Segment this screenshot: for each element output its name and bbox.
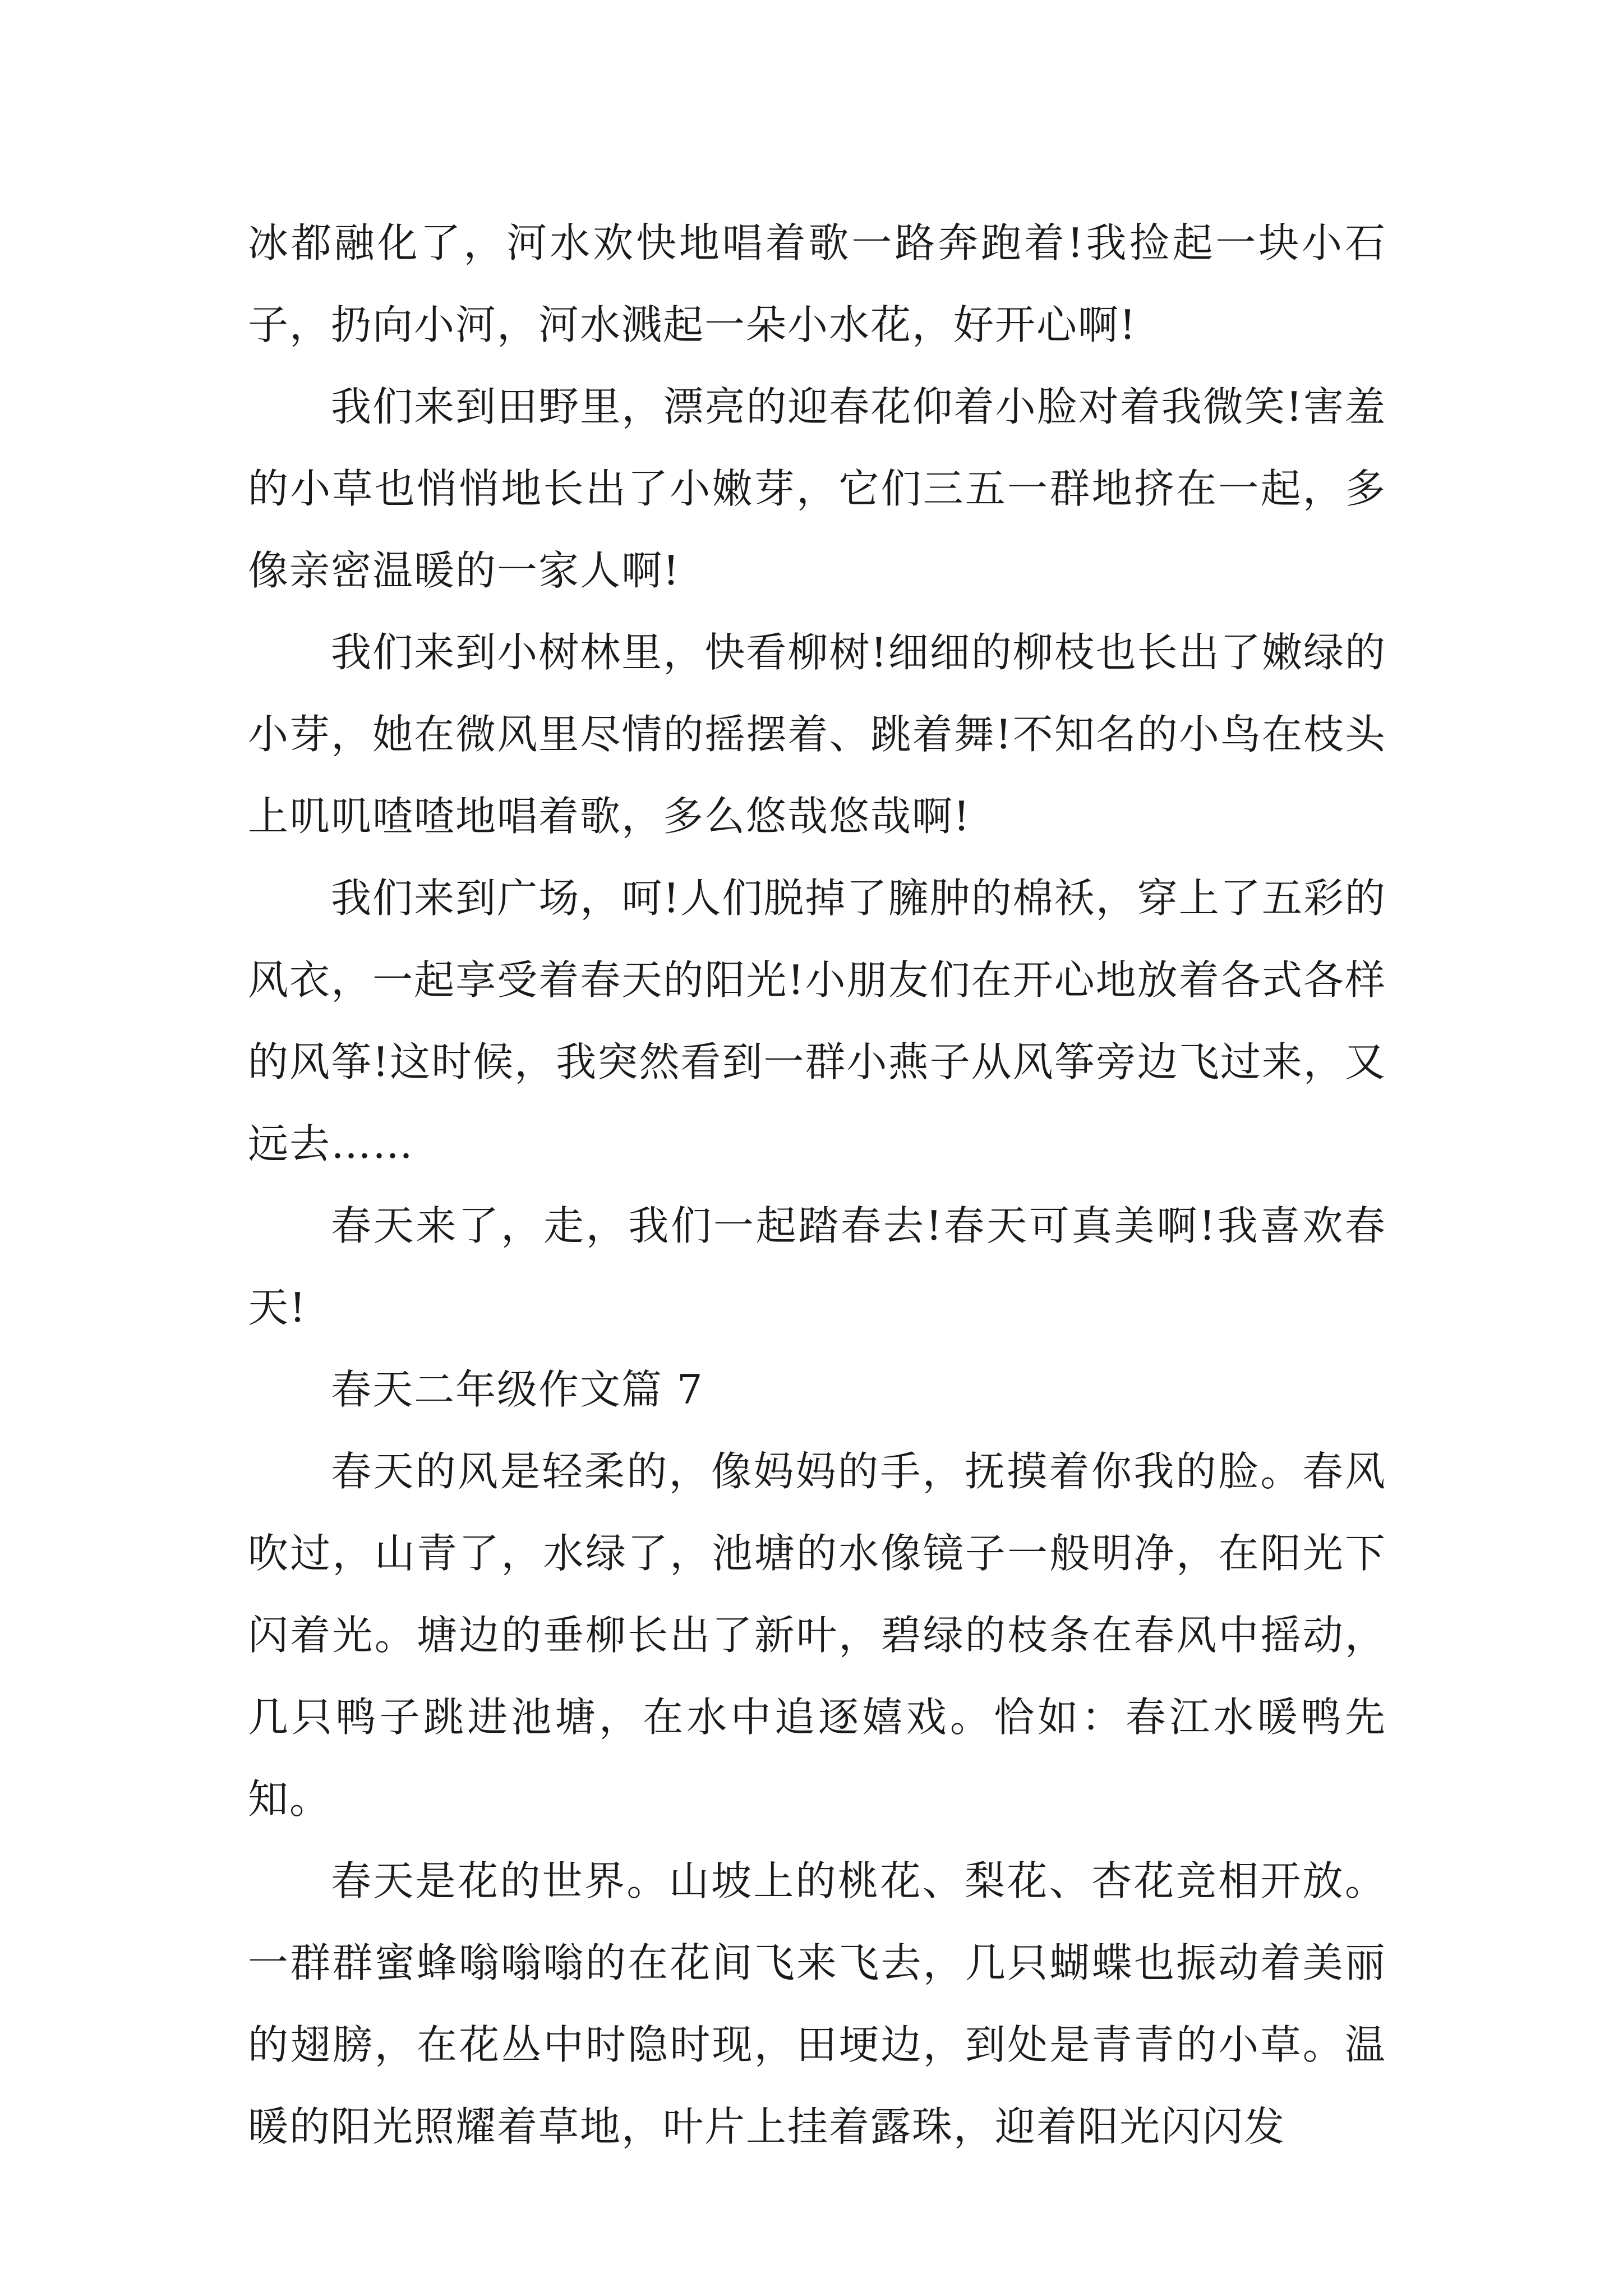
- paragraph-woods: 我们来到小树林里，快看柳树!细细的柳枝也长出了嫩绿的小芽，她在微风里尽情的摇摆着、跳着舞!不知名的小鸟在枝头上叽叽喳喳地唱着歌，多么悠哉悠哉啊!: [248, 629, 1386, 840]
- article-body: [248, 202, 1386, 2168]
- paragraph-conclusion: 春天来了，走，我们一起踏春去!春天可真美啊!我喜欢春天!: [248, 1202, 1386, 1331]
- essay-heading: 春天二年级作文篇 7: [331, 1366, 704, 1413]
- paragraph-continued: 冰都融化了，河水欢快地唱着歌一路奔跑着!我捡起一块小石子，扔向小河，河水溅起一朵小水花，好开心啊!: [248, 219, 1386, 348]
- paragraph-field: 我们来到田野里，漂亮的迎春花仰着小脸对着我微笑!害羞的小草也悄悄地长出了小嫩芽，它们三五一群地挤在一起，多像亲密温暖的一家人啊!: [248, 383, 1386, 594]
- paragraph-square: 我们来到广场，呵!人们脱掉了臃肿的棉袄，穿上了五彩的风衣，一起享受着春天的阳光!小朋友们在开心地放着各式各样的风筝!这时候，我突然看到一群小燕子从风筝旁边飞过来，又远去……: [248, 875, 1386, 1167]
- paragraph-flowers: 春天是花的世界。山坡上的桃花、梨花、杏花竞相开放。一群群蜜蜂嗡嗡嗡的在花间飞来飞去，几只蝴蝶也振动着美丽的翅膀，在花丛中时隐时现，田埂边，到处是青青的小草。温暖的阳光照耀着草地，叶片上挂着露珠，迎着阳光闪闪发: [248, 1857, 1386, 2150]
- paragraph-spring-wind: 春天的风是轻柔的，像妈妈的手，抚摸着你我的脸。春风吹过，山青了，水绿了，池塘的水像镜子一般明净，在阳光下闪着光。塘边的垂柳长出了新叶，碧绿的枝条在春风中摇动，几只鸭子跳进池塘，在水中追逐嬉戏。恰如：春江水暖鸭先知。: [248, 1448, 1386, 1823]
